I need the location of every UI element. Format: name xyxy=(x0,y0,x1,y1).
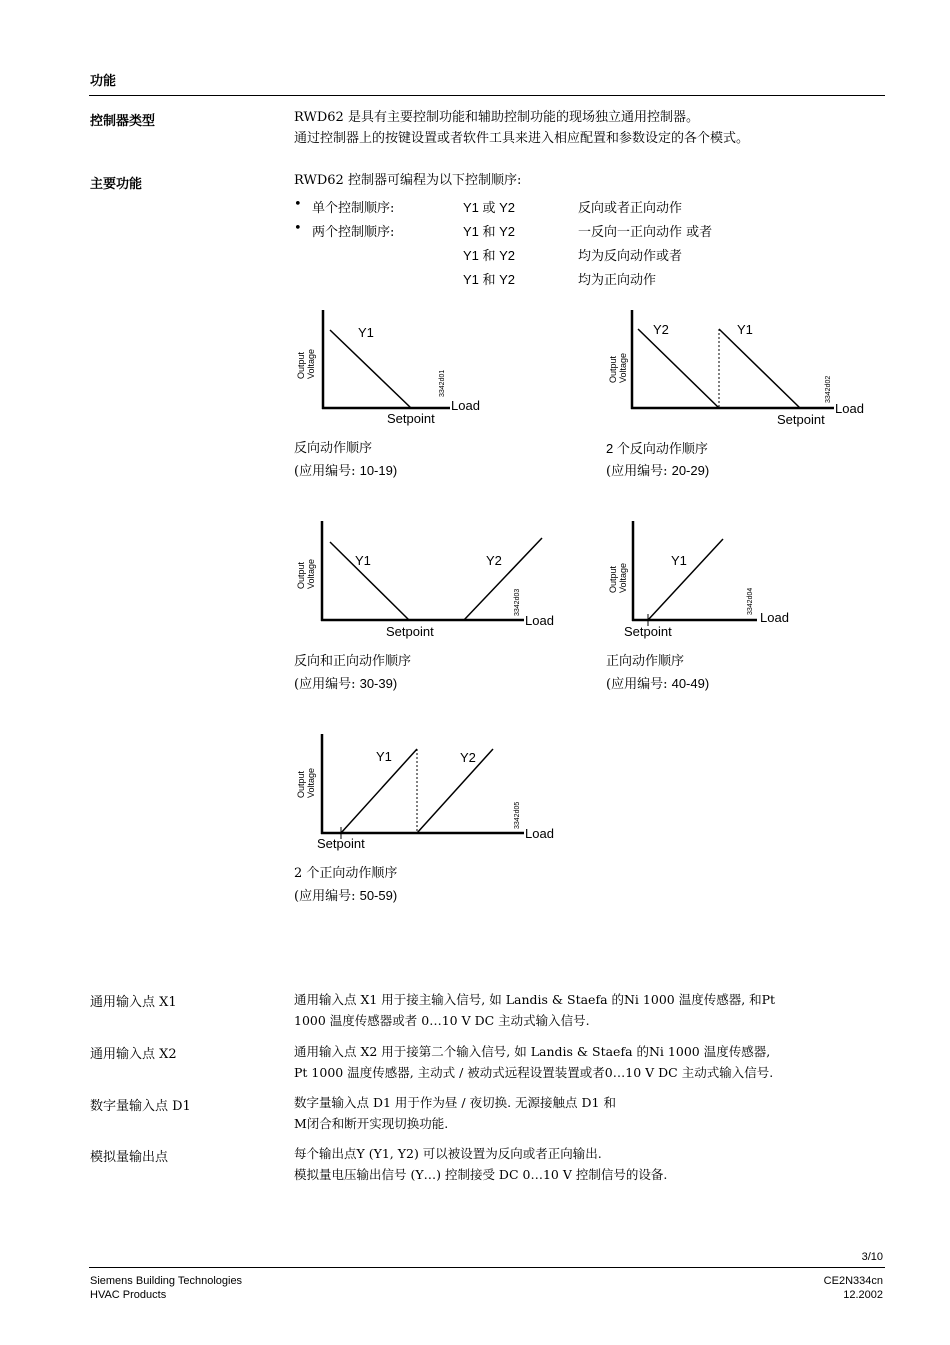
caption-title: 2 个正向动作顺序 xyxy=(294,866,398,881)
y-axis-label: Output xyxy=(608,565,618,593)
io-text-x1 xyxy=(294,989,775,1031)
caption-app-range: 40-49) xyxy=(671,676,710,691)
diagram-reverse xyxy=(290,305,500,435)
y2-line xyxy=(464,538,542,620)
controller-type-line: RWD62 是具有主要控制功能和辅助控制功能的现场独立通用控制器。 xyxy=(294,110,699,125)
io-line: 数字量输入点 D1 用于作为昼 / 夜切换. 无源接触点 D1 和 xyxy=(294,1095,616,1110)
caption-app-range: 50-59) xyxy=(359,888,398,903)
sequence-name: 两个控制顺序: xyxy=(312,225,395,240)
figure-code: 3342d05 xyxy=(514,801,521,829)
io-line: M闭合和断开实现切换功能. xyxy=(294,1116,449,1131)
figure-code: 3342d01 xyxy=(439,369,446,397)
sequence-row xyxy=(294,221,854,243)
caption-app-range: 30-39) xyxy=(359,676,398,691)
y-axis-label: Output xyxy=(296,770,306,798)
setpoint-label: Setpoint xyxy=(386,624,434,639)
y1-label: Y1 xyxy=(737,322,753,337)
io-line: 每个输出点Y (Y1, Y2) 可以被设置为反向或者正向输出. xyxy=(294,1146,602,1161)
caption-app-prefix: (应用编号: xyxy=(294,889,360,904)
load-label: Load xyxy=(760,610,789,625)
y1-line xyxy=(648,539,723,620)
y2-label: Y2 xyxy=(653,322,669,337)
caption-app xyxy=(606,460,709,483)
caption-title: 反向和正向动作顺序 xyxy=(294,654,412,669)
load-label: Load xyxy=(525,826,554,841)
y-axis-label: Output xyxy=(296,351,306,379)
controller-type-label: 控制器类型 xyxy=(90,114,156,129)
document-id: CE2N334cn xyxy=(823,1275,883,1287)
io-text-d1 xyxy=(294,1092,616,1134)
division-name: HVAC Products xyxy=(90,1289,167,1301)
io-label-x1: 通用输入点 X1 xyxy=(90,995,177,1010)
sequence-row xyxy=(294,269,854,291)
caption-app xyxy=(294,460,397,483)
y-axis-label: Output xyxy=(296,561,306,589)
diagram-caption xyxy=(294,863,397,908)
y2-label: Y2 xyxy=(486,553,502,568)
diagram-direct xyxy=(602,517,802,647)
io-line: 通用输入点 X2 用于接第二个输入信号, 如 Landis & Staefa 的Ni 1000 温度传感器, xyxy=(294,1044,771,1059)
setpoint-label: Setpoint xyxy=(777,412,825,427)
caption-title: 正向动作顺序 xyxy=(606,654,685,669)
load-label: Load xyxy=(835,401,864,416)
bullet: • xyxy=(294,221,302,236)
y1-label: Y1 xyxy=(355,553,371,568)
io-line: 模拟量电压输出信号 (Y…) 控制接受 DC 0…10 V 控制信号的设备. xyxy=(294,1167,668,1182)
footer-rule xyxy=(89,1267,885,1268)
y2-line xyxy=(638,329,719,408)
sequence-action: 一反向一正向动作 或者 xyxy=(578,225,713,240)
document-date: 12.2002 xyxy=(843,1289,883,1301)
diagram-caption xyxy=(294,438,397,483)
main-functions-label: 主要功能 xyxy=(90,177,143,192)
io-text-ao xyxy=(294,1143,667,1185)
sequence-row xyxy=(294,197,854,219)
figure-code: 3342d04 xyxy=(747,587,754,615)
y-axis-label: Output xyxy=(608,355,618,383)
section-title: 功能 xyxy=(90,74,117,89)
io-text-x2 xyxy=(294,1041,773,1083)
caption-app-prefix: (应用编号: xyxy=(606,464,672,479)
caption-app-range: 10-19) xyxy=(359,463,398,478)
footer-right xyxy=(824,1274,883,1302)
diagram-caption xyxy=(606,438,709,483)
caption-app xyxy=(294,885,397,908)
load-label: Load xyxy=(525,613,554,628)
sequence-action: 均为正向动作 xyxy=(578,273,657,288)
y2-line xyxy=(417,749,493,833)
sequence-action: 反向或者正向动作 xyxy=(578,201,683,216)
caption-app-prefix: (应用编号: xyxy=(294,464,360,479)
company-name: Siemens Building Technologies xyxy=(90,1275,243,1287)
main-functions-intro: RWD62 控制器可编程为以下控制顺序: xyxy=(294,173,522,188)
figure-code: 3342d03 xyxy=(514,588,521,616)
y1-line xyxy=(330,330,411,408)
io-line: 1000 温度传感器或者 0…10 V DC 主动式输入信号. xyxy=(294,1013,590,1028)
y1-label: Y1 xyxy=(376,749,392,764)
sequence-name: 单个控制顺序: xyxy=(312,201,395,216)
y1-line xyxy=(719,329,800,408)
io-label-ao: 模拟量输出点 xyxy=(90,1150,169,1165)
sequence-outputs: Y1 和 Y2 xyxy=(463,248,516,263)
sequence-outputs: Y1 和 Y2 xyxy=(463,272,516,287)
diagram-double-reverse xyxy=(602,305,872,435)
y-axis-label: Voltage xyxy=(306,348,316,379)
figure-code: 3342d02 xyxy=(825,375,832,403)
y-axis-label: Voltage xyxy=(618,562,628,593)
caption-title: 反向动作顺序 xyxy=(294,441,373,456)
caption-app-prefix: (应用编号: xyxy=(294,677,360,692)
controller-type-line: 通过控制器上的按键设置或者软件工具来进入相应配置和参数设定的各个模式。 xyxy=(294,131,750,146)
setpoint-label: Setpoint xyxy=(387,411,435,426)
diagram-double-direct xyxy=(290,730,570,860)
sequence-outputs: Y1 和 Y2 xyxy=(463,224,516,239)
diagram-caption xyxy=(294,651,411,696)
y2-label: Y2 xyxy=(460,750,476,765)
load-label: Load xyxy=(451,398,480,413)
y1-label: Y1 xyxy=(358,325,374,340)
controller-type-text xyxy=(294,107,749,149)
sequence-outputs: Y1 或 Y2 xyxy=(463,200,516,215)
io-line: Pt 1000 温度传感器, 主动式 / 被动式远程设置装置或者0…10 V DC 主动式输入信号. xyxy=(294,1065,774,1080)
io-line: 通用输入点 X1 用于接主输入信号, 如 Landis & Staefa 的Ni 1000 温度传感器, 和Pt xyxy=(294,992,776,1007)
setpoint-label: Setpoint xyxy=(624,624,672,639)
y-axis-label: Voltage xyxy=(306,767,316,798)
page-number: 3/10 xyxy=(861,1251,883,1263)
sequence-row xyxy=(294,245,854,267)
caption-title: 2 个反向动作顺序 xyxy=(606,441,708,456)
setpoint-label: Setpoint xyxy=(317,836,365,851)
footer-left xyxy=(90,1274,242,1302)
y1-label: Y1 xyxy=(671,553,687,568)
caption-app-range: 20-29) xyxy=(671,463,710,478)
header-rule xyxy=(89,95,885,96)
sequence-action: 均为反向动作或者 xyxy=(578,249,683,264)
caption-app-prefix: (应用编号: xyxy=(606,677,672,692)
caption-app xyxy=(294,673,411,696)
y-axis-label: Voltage xyxy=(306,558,316,589)
y-axis-label: Voltage xyxy=(618,352,628,383)
io-label-x2: 通用输入点 X2 xyxy=(90,1047,177,1062)
io-label-d1: 数字量输入点 D1 xyxy=(90,1099,191,1114)
diagram-reverse-direct xyxy=(290,517,570,647)
caption-app xyxy=(606,673,709,696)
bullet: • xyxy=(294,197,302,212)
diagram-caption xyxy=(606,651,709,696)
